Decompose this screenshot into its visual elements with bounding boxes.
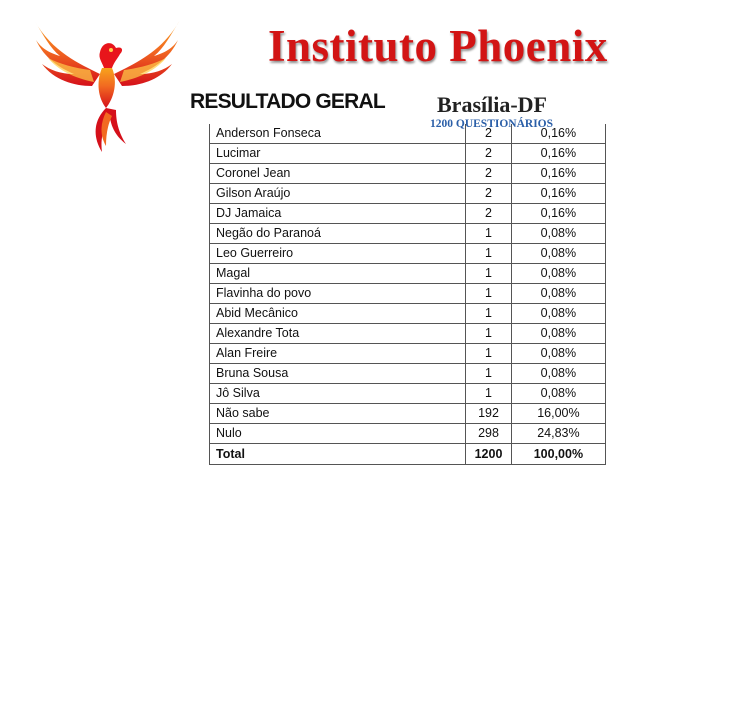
table-row [210, 184, 606, 204]
vote-percentage: 0,16% [511, 184, 605, 204]
vote-count: 2 [466, 204, 512, 224]
vote-percentage: 0,08% [511, 384, 605, 404]
vote-count: 298 [466, 424, 512, 444]
vote-count: 192 [466, 404, 512, 424]
vote-percentage: 0,08% [511, 324, 605, 344]
vote-percentage: 0,08% [511, 304, 605, 324]
vote-percentage: 0,08% [511, 284, 605, 304]
phoenix-logo-icon [30, 12, 184, 157]
vote-count: 1 [466, 304, 512, 324]
brand-title: Instituto Phoenix [268, 21, 608, 71]
vote-percentage: 0,16% [511, 144, 605, 164]
results-table-body [210, 124, 606, 465]
table-row [210, 164, 606, 184]
candidate-name: Gilson Araújo [210, 184, 466, 204]
vote-percentage: 0,16% [511, 204, 605, 224]
questionnaire-count: 1200 QUESTIONÁRIOS [430, 118, 554, 130]
table-row [210, 324, 606, 344]
candidate-name: Magal [210, 264, 466, 284]
candidate-name: Coronel Jean [210, 164, 466, 184]
vote-count: 1 [466, 244, 512, 264]
vote-count: 1 [466, 324, 512, 344]
total-row [210, 444, 606, 465]
table-row [210, 244, 606, 264]
candidate-name: Lucimar [210, 144, 466, 164]
candidate-name: Alan Freire [210, 344, 466, 364]
table-row [210, 144, 606, 164]
candidate-name: DJ Jamaica [210, 204, 466, 224]
table-row [210, 364, 606, 384]
table-row [210, 344, 606, 364]
table-row [210, 424, 606, 444]
vote-percentage: 0,16% [511, 124, 605, 144]
table-row [210, 284, 606, 304]
total-label: Total [210, 444, 466, 465]
vote-percentage: 0,08% [511, 344, 605, 364]
vote-count: 1 [466, 344, 512, 364]
total-percentage: 100,00% [511, 444, 605, 465]
report-subtitle: RESULTADO GERAL [190, 90, 385, 113]
vote-count: 2 [466, 144, 512, 164]
vote-percentage: 0,08% [511, 364, 605, 384]
candidate-name: Flavinha do povo [210, 284, 466, 304]
vote-percentage: 0,08% [511, 224, 605, 244]
vote-count: 1 [466, 284, 512, 304]
vote-count: 1 [466, 364, 512, 384]
candidate-name: Alexandre Tota [210, 324, 466, 344]
table-row [210, 404, 606, 424]
table-row [210, 264, 606, 284]
candidate-name: Negão do Paranoá [210, 224, 466, 244]
candidate-name: Anderson Fonseca [210, 124, 466, 144]
vote-percentage: 0,08% [511, 264, 605, 284]
table-row [210, 224, 606, 244]
vote-count: 1 [466, 264, 512, 284]
vote-count: 1 [466, 224, 512, 244]
total-votes: 1200 [466, 444, 512, 465]
vote-percentage: 0,08% [511, 244, 605, 264]
vote-count: 2 [466, 184, 512, 204]
vote-count: 2 [466, 124, 512, 144]
candidate-name: Leo Guerreiro [210, 244, 466, 264]
vote-count: 2 [466, 164, 512, 184]
vote-percentage: 0,16% [511, 164, 605, 184]
table-row [210, 204, 606, 224]
results-table [209, 124, 606, 465]
city-label: Brasília-DF [437, 92, 547, 117]
vote-count: 1 [466, 384, 512, 404]
vote-percentage: 16,00% [511, 404, 605, 424]
candidate-name: Não sabe [210, 404, 466, 424]
candidate-name: Abid Mecânico [210, 304, 466, 324]
table-row [210, 304, 606, 324]
table-row [210, 384, 606, 404]
candidate-name: Nulo [210, 424, 466, 444]
candidate-name: Jô Silva [210, 384, 466, 404]
candidate-name: Bruna Sousa [210, 364, 466, 384]
vote-percentage: 24,83% [511, 424, 605, 444]
